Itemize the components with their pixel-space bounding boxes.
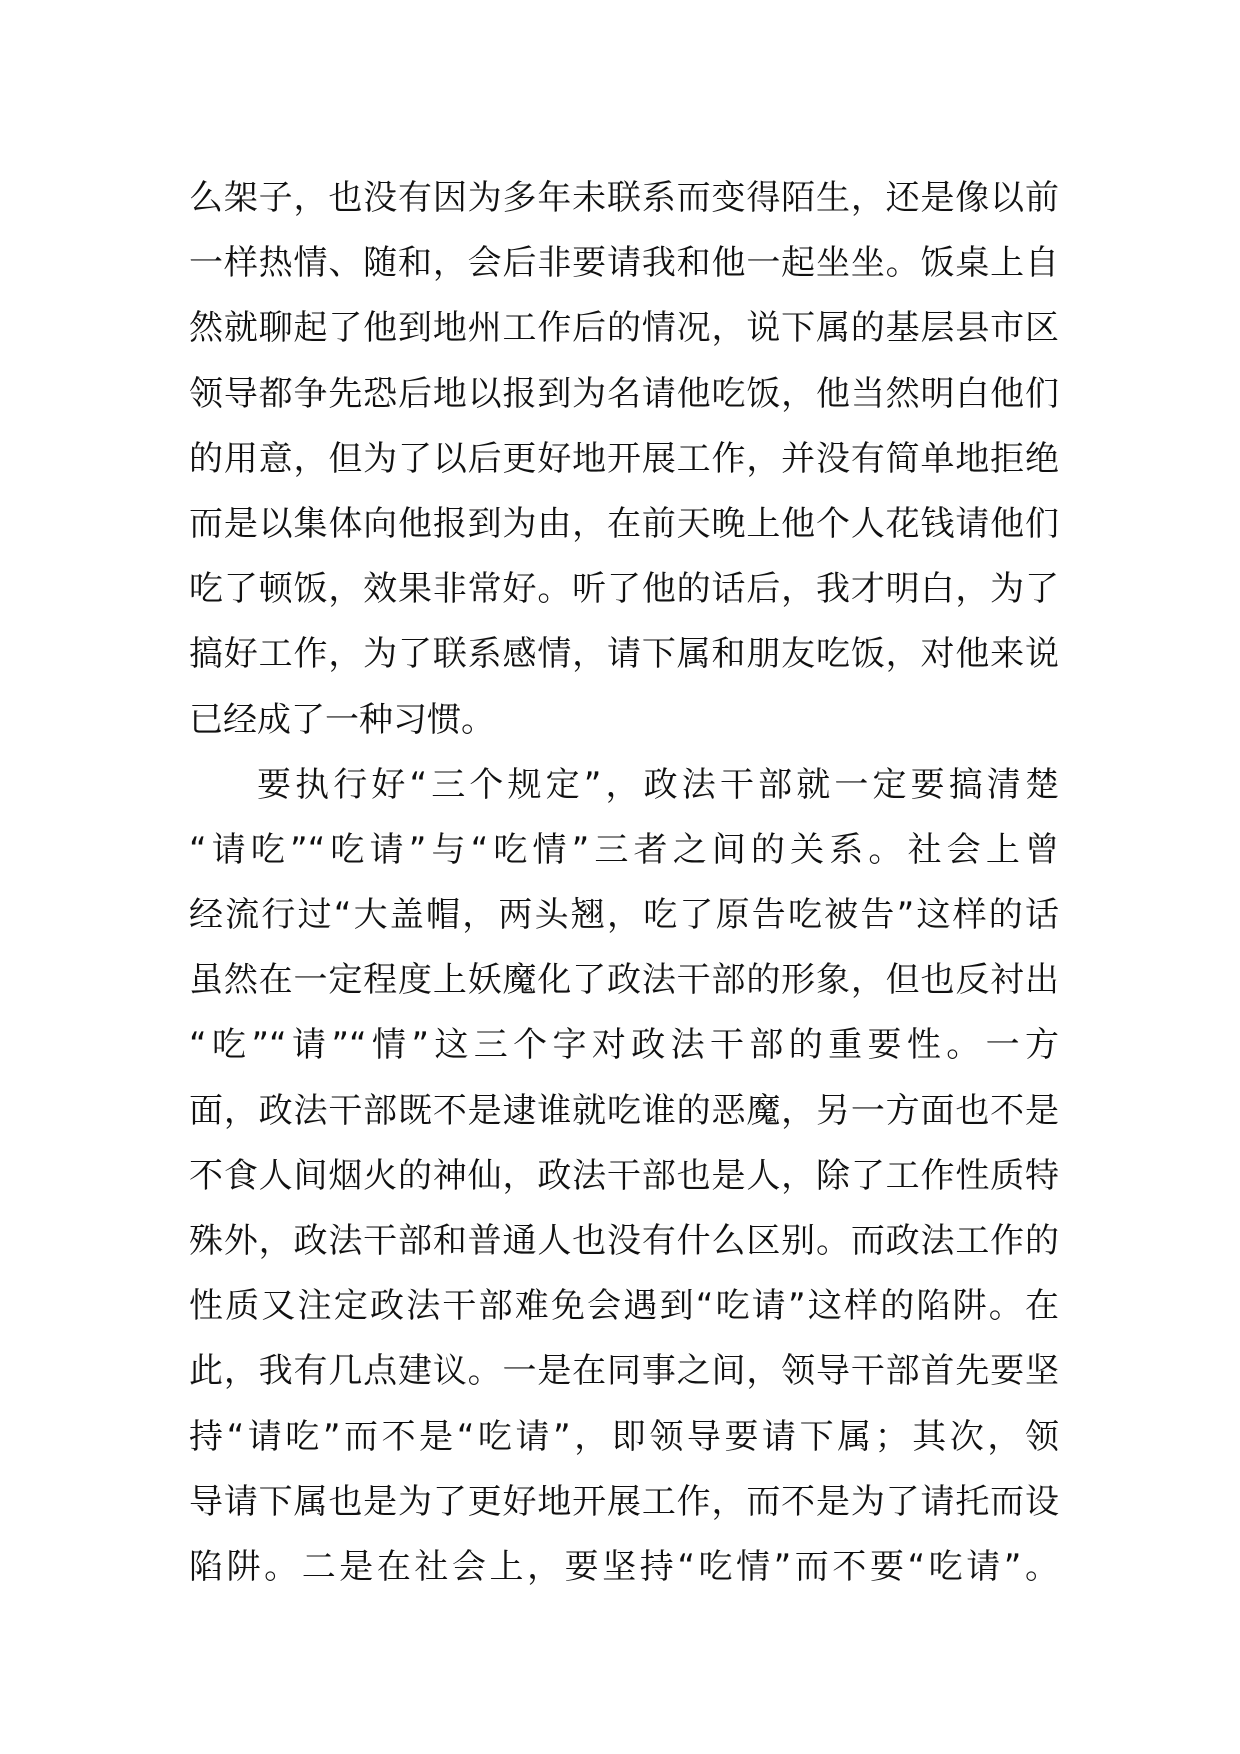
text-line: 性质又注定政法干部难免会遇到“吃请”这样的陷阱。在 xyxy=(189,1286,1059,1327)
text-line: 么架子，也没有因为多年未联系而变得陌生，还是像以前 xyxy=(189,178,1059,218)
paragraph-end-line: 已经成了一种习惯。 xyxy=(189,699,495,740)
text-line: 然就聊起了他到地州工作后的情况，说下属的基层县市区 xyxy=(189,308,1059,349)
text-line: 而是以集体向他报到为由，在前天晚上他个人花钱请他们 xyxy=(189,503,1059,544)
text-line: 搞好工作，为了联系感情，请下属和朋友吃饭，对他来说 xyxy=(189,634,1059,675)
text-line: 不食人间烟火的神仙，政法干部也是人，除了工作性质特 xyxy=(189,1155,1059,1196)
text-line: 殊外，政法干部和普通人也没有什么区别。而政法工作的 xyxy=(189,1221,1059,1261)
text-line: 虽然在一定程度上妖魔化了政法干部的形象，但也反衬出 xyxy=(189,960,1059,1001)
text-line: 陷阱。二是在社会上，要坚持“吃情”而不要“吃请”。 xyxy=(189,1546,1059,1587)
body-text xyxy=(189,166,1059,1600)
paragraph-first-line: 要执行好“三个规定”，政法干部就一定要搞清楚 xyxy=(257,764,1059,805)
text-line: 的用意，但为了以后更好地开展工作，并没有简单地拒绝 xyxy=(189,438,1059,479)
text-line: 此，我有几点建议。一是在同事之间，领导干部首先要坚 xyxy=(189,1351,1059,1392)
text-line: 导请下属也是为了更好地开展工作，而不是为了请托而设 xyxy=(189,1481,1059,1522)
text-line: “请吃”“吃请”与“吃情”三者之间的关系。社会上曾 xyxy=(189,829,1059,870)
text-line: 吃了顿饭，效果非常好。听了他的话后，我才明白，为了 xyxy=(189,569,1059,610)
text-line: 面，政法干部既不是逮谁就吃谁的恶魔，另一方面也不是 xyxy=(189,1090,1059,1131)
text-line: 领导都争先恐后地以报到为名请他吃饭，他当然明白他们 xyxy=(189,373,1059,414)
text-line: 持“请吃”而不是“吃请”，即领导要请下属；其次，领 xyxy=(189,1416,1059,1457)
text-line: “吃”“请”“情”这三个字对政法干部的重要性。一方 xyxy=(189,1025,1059,1066)
text-line: 经流行过“大盖帽，两头翘，吃了原告吃被告”这样的话 xyxy=(189,895,1059,936)
text-line: 一样热情、随和，会后非要请我和他一起坐坐。饭桌上自 xyxy=(189,243,1059,284)
